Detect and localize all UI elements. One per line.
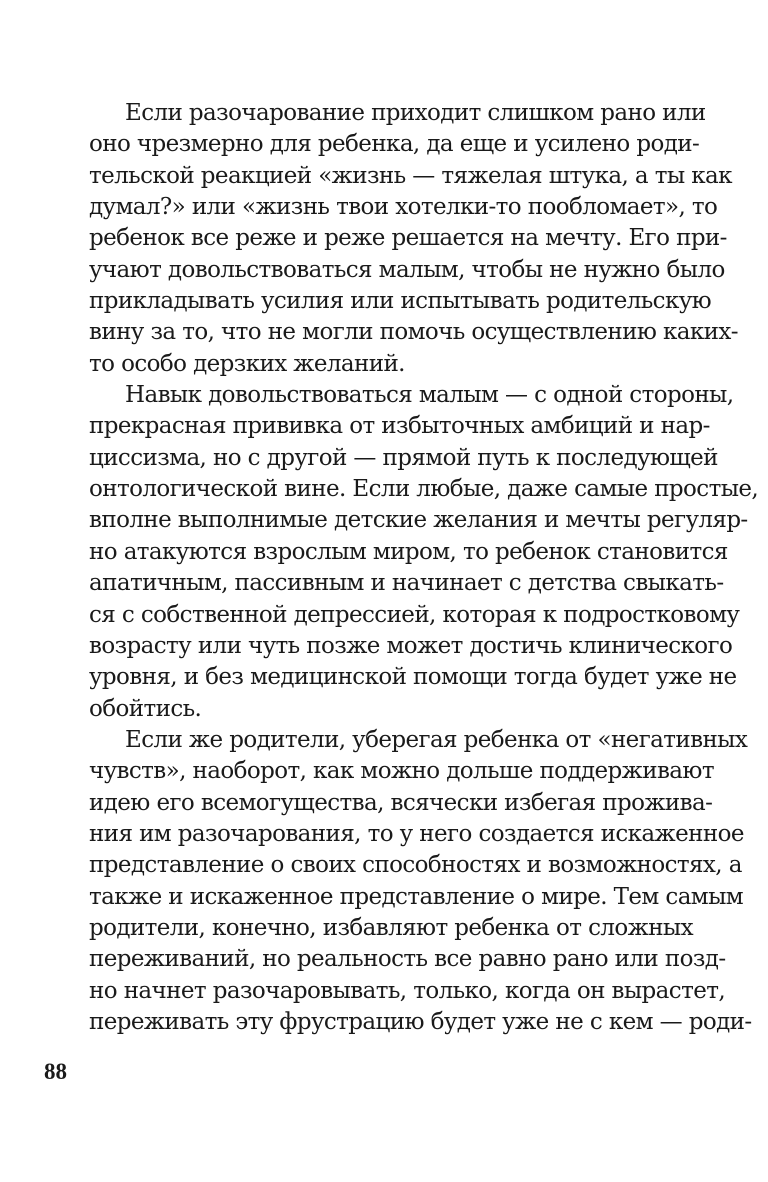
text-line: уровня, и без медицинской помощи тогда будет уже не (89, 664, 737, 691)
text-line: родители, конечно, избавляют ребенка от сложных (89, 914, 693, 941)
text-line: учают довольствоваться малым, чтобы не нужно было (89, 256, 725, 283)
text-line: вину за то, что не могли помочь осуществлению каких- (89, 319, 738, 346)
text-line: обойтись. (89, 695, 202, 722)
text-line: Если же родители, уберегая ребенка от «негативных (125, 726, 748, 753)
body-text (89, 98, 759, 1038)
text-line: тельской реакцией «жизнь — тяжелая штука, а ты как (89, 162, 732, 189)
text-line: Если разочарование приходит слишком рано или (125, 100, 706, 126)
text-line: переживать эту фрустрацию будет уже не с кем — роди- (89, 1008, 752, 1035)
page-number: 88 (44, 1059, 67, 1084)
text-line: вполне выполнимые детские желания и мечты регуляр- (89, 507, 748, 534)
text-line: но атакуются взрослым миром, то ребенок становится (89, 538, 728, 565)
text-line: также и искаженное представление о мире. Тем самым (89, 883, 744, 910)
text-line: чувств», наоборот, как можно дольше поддерживают (89, 758, 714, 785)
text-line: то особо дерзких желаний. (89, 350, 405, 377)
text-line: Навык довольствоваться малым — с одной стороны, (125, 382, 734, 409)
text-line: идею его всемогущества, всячески избегая прожива- (89, 789, 713, 816)
text-line: ния им разочарования, то у него создается искаженное (89, 820, 744, 847)
text-line: прекрасная прививка от избыточных амбиций и нар- (89, 413, 710, 440)
text-line: переживаний, но реальность все равно рано или позд- (89, 946, 726, 973)
text-line: думал?» или «жизнь твои хотелки-то пообломает», то (89, 194, 718, 221)
text-line: прикладывать усилия или испытывать родительскую (89, 288, 712, 315)
text-line: циссизма, но с другой — прямой путь к последующей (89, 444, 718, 471)
text-line: но начнет разочаровывать, только, когда он вырастет, (89, 977, 726, 1004)
paragraph-2 (89, 380, 759, 725)
text-line: онтологической вине. Если любые, даже самые простые, (89, 476, 759, 503)
text-line: ся с собственной депрессией, которая к подростковому (89, 601, 740, 628)
text-line: апатичным, пассивным и начинает с детства свыкать- (89, 570, 724, 597)
paragraph-3 (89, 725, 752, 1038)
text-line: возрасту или чуть позже может достичь клинического (89, 632, 733, 659)
text-line: оно чрезмерно для ребенка, да еще и усилено роди- (89, 131, 700, 158)
paragraph-1 (89, 98, 738, 380)
text-line: ребенок все реже и реже решается на мечту. Его при- (89, 225, 727, 252)
text-line: представление о своих способностях и возможностях, а (89, 852, 742, 879)
